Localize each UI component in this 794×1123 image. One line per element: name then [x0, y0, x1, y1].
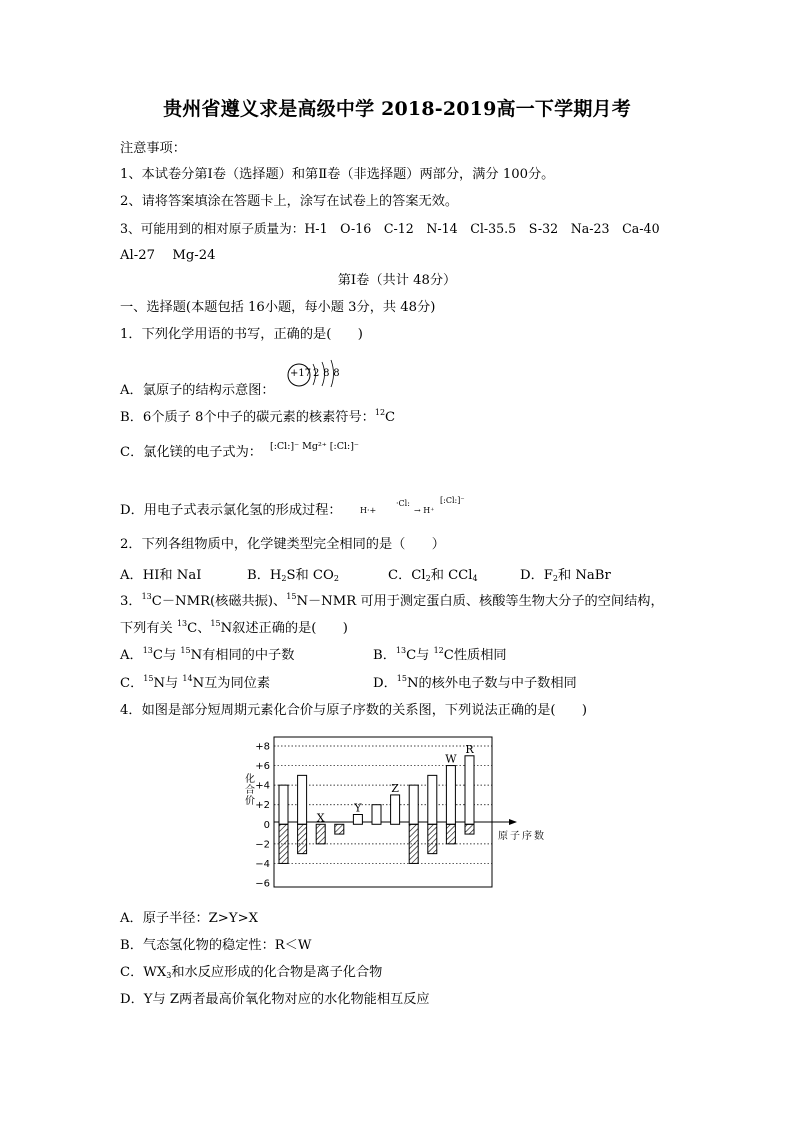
- y-tick-label: −4: [255, 858, 270, 870]
- notice-item-1: 1、本试卷分第Ⅰ卷（选择题）和第Ⅱ卷（非选择题）两部分，满分 100分。: [120, 167, 555, 182]
- negative-valence-bar: [428, 824, 437, 853]
- q3-option-c: C．$^{15}$N与 $^{14}$N互为同位素: [120, 674, 271, 691]
- section-heading: 第Ⅰ卷（共计 48分）: [337, 273, 457, 288]
- positive-valence-bar: [298, 775, 307, 824]
- q2-option-c: C．$Cl_2$和 CCl$_4$: [388, 568, 478, 583]
- positive-valence-bar: [465, 756, 474, 825]
- q4-option-b: B．气态氢化物的稳定性：R＜W: [120, 938, 312, 953]
- q3-stem-cont: 下列有关 $^{13}$C、$^{15}$N叙述正确的是( ): [120, 619, 348, 636]
- negative-valence-bar: [335, 824, 344, 834]
- chlorine-shells: 2 8 8: [313, 368, 340, 379]
- q4-option-a: A．原子半径：Z>Y>X: [120, 911, 259, 926]
- positive-valence-bar: [353, 815, 362, 825]
- element-label: Z: [391, 781, 399, 795]
- q3-option-b: B．$^{13}$C与 $^{12}$C性质相同: [373, 646, 507, 663]
- q4-stem: 4．如图是部分短周期元素化合价与原子序数的关系图，下列说法正确的是( ): [120, 703, 588, 718]
- negative-valence-bar: [279, 824, 288, 863]
- positive-valence-bar: [409, 785, 418, 824]
- notice-item-3-cont: Al-27 Mg-24: [120, 248, 216, 263]
- q2-stem: 2．下列各组物质中，化学键类型完全相同的是（ ）: [120, 537, 445, 552]
- y-tick-label: +8: [255, 741, 270, 753]
- element-label: W: [445, 752, 457, 766]
- negative-valence-bar: [465, 824, 474, 834]
- notice-heading: 注意事项：: [120, 141, 186, 156]
- q2-option-b: B．$H_2S$和 $CO_2$: [247, 568, 339, 583]
- q2-option-a: A．HI和 NaI: [120, 568, 202, 583]
- q2-option-d: D．$F_2$和 NaBr: [520, 568, 611, 583]
- element-label: Y: [354, 801, 362, 815]
- chart-xlabel: 原子序数: [498, 831, 546, 842]
- negative-valence-bar: [409, 824, 418, 863]
- positive-valence-bar: [372, 805, 381, 825]
- positive-valence-bar: [391, 795, 400, 824]
- y-tick-label: +4: [255, 780, 270, 792]
- positive-valence-bar: [428, 775, 437, 824]
- y-tick-label: 0: [263, 819, 270, 831]
- mgcl2-electron-formula: [:Cl:]⁻ Mg²⁺ [:Cl:]⁻: [270, 441, 359, 452]
- q1-option-c: C．氯化镁的电子式为：: [120, 445, 262, 460]
- section-part: 一、选择题(本题包括 16小题，每小题 3分，共 48分): [120, 300, 436, 315]
- q4-option-c: C．$WX_3$和水反应形成的化合物是离子化合物: [120, 965, 383, 980]
- q1-stem: 1．下列化学用语的书写，正确的是( ): [120, 327, 363, 342]
- valence-chart: [236, 733, 546, 891]
- q3-stem: 3．$^{13}$C－NMR(核磁共振)、$^{15}$N－NMR 可用于测定蛋白质、核酸等生物大分子的空间结构，: [120, 592, 664, 609]
- chlorine-atom-diagram: [285, 358, 355, 388]
- q1-option-b: B．6个质子 8个中子的碳元素的核素符号：$^{12}$C: [120, 408, 396, 425]
- y-tick-label: +2: [255, 800, 270, 812]
- positive-valence-bar: [446, 766, 455, 825]
- chart-ylabel: 化合价: [242, 773, 254, 806]
- y-tick-label: −2: [255, 839, 270, 851]
- q1-option-d: D．用电子式表示氯化氢的形成过程：: [120, 503, 342, 518]
- positive-valence-bar: [279, 785, 288, 824]
- element-label: R: [465, 742, 474, 756]
- q4-option-d: D．Y与 Z两者最高价氧化物对应的水化物能相互反应: [120, 992, 430, 1007]
- q3-option-d: D．$^{15}$N的核外电子数与中子数相同: [373, 674, 577, 691]
- page-title: 贵州省遵义求是高级中学 2018-2019高一下学期月考: [163, 98, 631, 120]
- chlorine-nucleus: +17: [290, 368, 312, 379]
- negative-valence-bar: [298, 824, 307, 853]
- negative-valence-bar: [446, 824, 455, 844]
- notice-item-3: 3、可能用到的相对原子质量为：H-1 O-16 C-12 N-14 Cl-35.5 S-32 Na-23 Ca-40: [120, 221, 660, 236]
- y-tick-label: +6: [255, 761, 270, 773]
- q1-option-a: A．氯原子的结构示意图：: [120, 383, 275, 398]
- notice-item-2: 2、请将答案填涂在答题卡上，涂写在试卷上的答案无效。: [120, 194, 459, 209]
- q3-option-a: A．$^{13}$C与 $^{15}$N有相同的中子数: [120, 646, 295, 663]
- hcl-formation-diagram: H·+ ·Cl: → H⁺ [:Cl:]⁻: [360, 496, 465, 515]
- negative-valence-bar: [316, 824, 325, 844]
- element-label: X: [316, 811, 325, 825]
- y-tick-label: −6: [255, 878, 270, 890]
